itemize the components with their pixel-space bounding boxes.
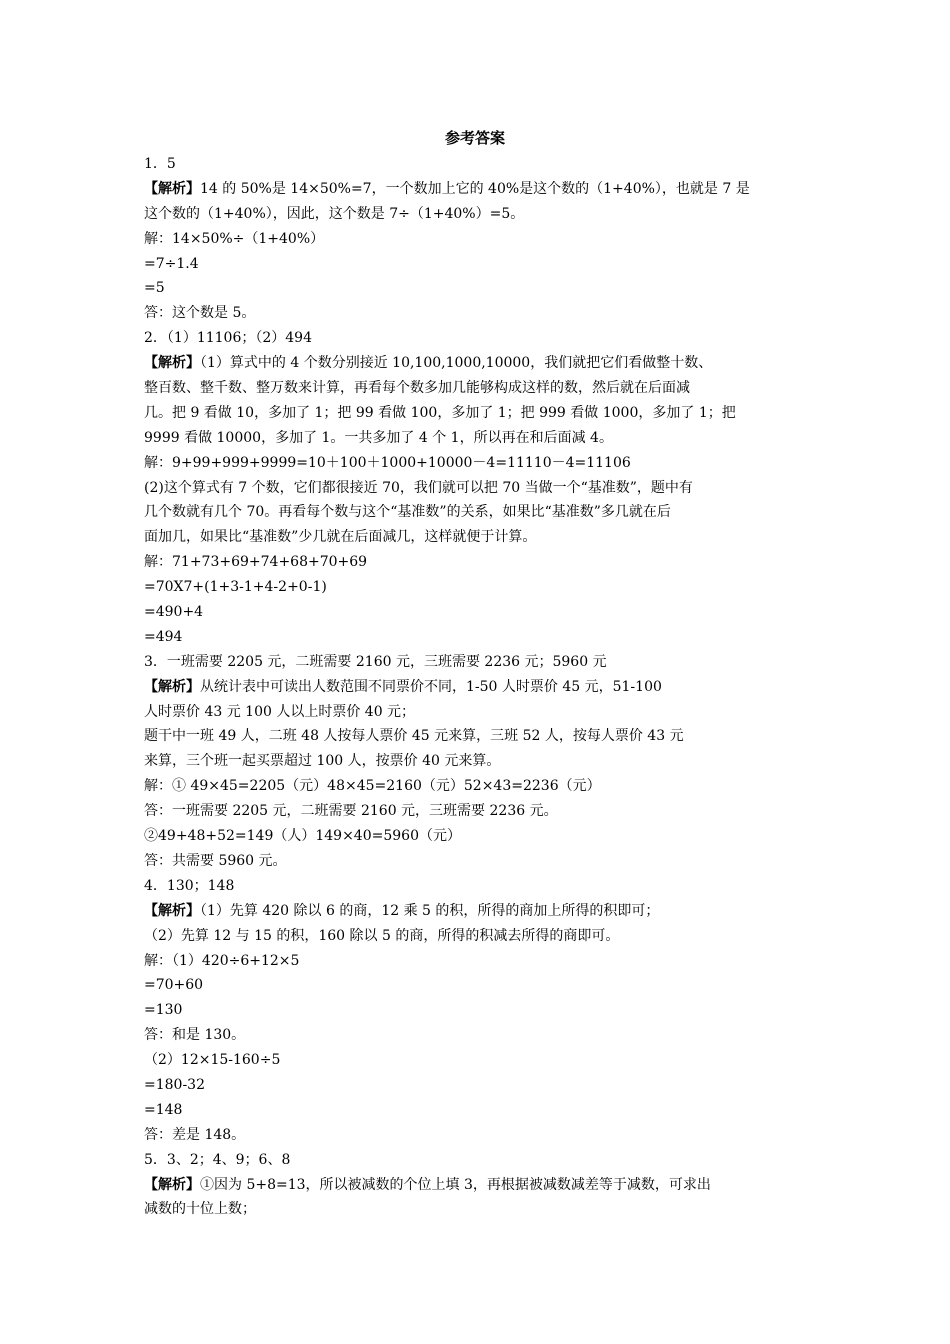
text-line xyxy=(144,1098,816,1123)
text-line xyxy=(144,152,816,177)
line-text: 从统计表中可读出人数范围不同票价不同，1-50 人时票价 45 元，51-100 xyxy=(200,678,662,695)
text-line xyxy=(144,749,816,774)
text-line xyxy=(144,899,816,924)
line-text: =130 xyxy=(144,1002,183,1019)
line-text: 5．3、2；4、9；6、8 xyxy=(144,1151,291,1168)
line-text: （1）先算 420 除以 6 的商，12 乘 5 的积，所得的商加上所得的积即可； xyxy=(200,902,660,919)
line-text: 解：（1）420÷6+12×5 xyxy=(144,952,300,969)
text-line xyxy=(144,1048,816,1073)
line-text: =490+4 xyxy=(144,604,204,621)
text-line xyxy=(144,774,816,799)
line-text: 减数的十位上数； xyxy=(144,1201,256,1218)
text-line xyxy=(144,1173,816,1198)
text-line xyxy=(144,276,816,301)
line-text: 几个数就有几个 70。再看每个数与这个“基准数”的关系，如果比“基准数”多几就在后 xyxy=(144,504,671,521)
text-line xyxy=(144,924,816,949)
line-text: 答：差是 148。 xyxy=(144,1126,246,1143)
line-text: 9999 看做 10000，多加了 1。一共多加了 4 个 1，所以再在和后面减 4。 xyxy=(144,429,613,446)
line-text: 14 的 50%是 14×50%=7，一个数加上它的 40%是这个数的（1+40%），也就是 7 是 xyxy=(200,180,750,197)
text-line xyxy=(144,1023,816,1048)
line-text: 面加几，如果比“基准数”少几就在后面减几，这样就便于计算。 xyxy=(144,529,537,546)
line-text: =180-32 xyxy=(144,1076,205,1093)
text-line xyxy=(144,1197,816,1222)
line-text: =148 xyxy=(144,1101,183,1118)
line-text: 题干中一班 49 人，二班 48 人按每人票价 45 元来算，三班 52 人，按每人票价 43 元 xyxy=(144,728,684,745)
text-line xyxy=(144,1123,816,1148)
line-text: （2）先算 12 与 15 的积，160 除以 5 的商，所得的积减去所得的商即可。 xyxy=(144,927,620,944)
text-line xyxy=(144,998,816,1023)
text-line xyxy=(144,799,816,824)
line-text: 答：这个数是 5。 xyxy=(144,305,256,322)
answer-body xyxy=(144,152,816,1222)
line-text: （1）算式中的 4 个数分别接近 10,100,1000,10000，我们就把它们看做整十数、 xyxy=(200,355,713,372)
text-line xyxy=(144,650,816,675)
line-text: ②49+48+52=149（人）149×40=5960（元） xyxy=(144,828,461,845)
analysis-label: 【解析】 xyxy=(144,902,200,919)
text-line xyxy=(144,874,816,899)
line-text: 答：共需要 5960 元。 xyxy=(144,852,287,869)
line-text: 1．5 xyxy=(144,156,176,172)
line-text: 解：14×50%÷（1+40%） xyxy=(144,230,325,247)
text-line xyxy=(144,252,816,277)
line-text: 4．130；148 xyxy=(144,877,235,894)
analysis-label: 【解析】 xyxy=(144,355,200,372)
text-line xyxy=(144,351,816,376)
text-line xyxy=(144,426,816,451)
page-title: 参考答案 xyxy=(444,129,505,147)
text-line xyxy=(144,202,816,227)
text-line xyxy=(144,824,816,849)
text-line xyxy=(144,451,816,476)
analysis-label: 【解析】 xyxy=(144,1176,200,1193)
text-line xyxy=(144,700,816,725)
text-line xyxy=(144,476,816,501)
text-line xyxy=(144,949,816,974)
text-line xyxy=(144,675,816,700)
text-line xyxy=(144,600,816,625)
analysis-label: 【解析】 xyxy=(144,678,200,695)
line-text: 解：71+73+69+74+68+70+69 xyxy=(144,554,368,571)
line-text: 几。把 9 看做 10，多加了 1；把 99 看做 100，多加了 1；把 999 看做 1000，多加了 1；把 xyxy=(144,404,736,421)
text-line xyxy=(144,376,816,401)
text-line xyxy=(144,227,816,252)
line-text: 解：9+99+999+9999=10＋100＋1000+10000－4=11110－4=11106 xyxy=(144,454,631,471)
analysis-label: 【解析】 xyxy=(144,180,200,197)
text-line xyxy=(144,849,816,874)
line-text: 答：和是 130。 xyxy=(144,1027,246,1044)
line-text: 2．（1）11106；（2）494 xyxy=(144,330,312,347)
text-line xyxy=(144,724,816,749)
line-text: 整百数、整千数、整万数来计算，再看每个数多加几能够构成这样的数，然后就在后面减 xyxy=(144,380,690,397)
text-line xyxy=(144,500,816,525)
line-text: 人时票价 43 元 100 人以上时票价 40 元； xyxy=(144,703,416,720)
text-line xyxy=(144,525,816,550)
line-text: =5 xyxy=(144,280,165,297)
line-text: （2）12×15-160÷5 xyxy=(144,1052,281,1069)
text-line xyxy=(144,575,816,600)
line-text: 解：① 49×45=2205（元）48×45=2160（元）52×43=2236（元） xyxy=(144,778,601,795)
text-line xyxy=(144,1148,816,1173)
text-line xyxy=(144,550,816,575)
line-text: =7÷1.4 xyxy=(144,255,199,272)
line-text: =494 xyxy=(144,628,183,645)
text-line xyxy=(144,177,816,202)
text-line xyxy=(144,973,816,998)
text-line xyxy=(144,625,816,650)
line-text: 这个数的（1+40%），因此，这个数是 7÷（1+40%）=5。 xyxy=(144,205,525,222)
line-text: 答：一班需要 2205 元，二班需要 2160 元，三班需要 2236 元。 xyxy=(144,803,558,820)
text-line xyxy=(144,326,816,351)
line-text: 来算，三个班一起买票超过 100 人，按票价 40 元来算。 xyxy=(144,753,501,770)
line-text: ①因为 5+8=13，所以被减数的个位上填 3，再根据被减数减差等于减数，可求出 xyxy=(200,1176,711,1193)
line-text: 3．一班需要 2205 元，二班需要 2160 元，三班需要 2236 元；5960 元 xyxy=(144,653,607,670)
line-text: =70+60 xyxy=(144,977,204,994)
text-line xyxy=(144,301,816,326)
text-line xyxy=(144,1073,816,1098)
line-text: (2)这个算式有 7 个数，它们都很接近 70，我们就可以把 70 当做一个“基准数”，题中有 xyxy=(144,479,693,496)
text-line xyxy=(144,401,816,426)
line-text: =70X7+(1+3-1+4-2+0-1) xyxy=(144,579,327,596)
